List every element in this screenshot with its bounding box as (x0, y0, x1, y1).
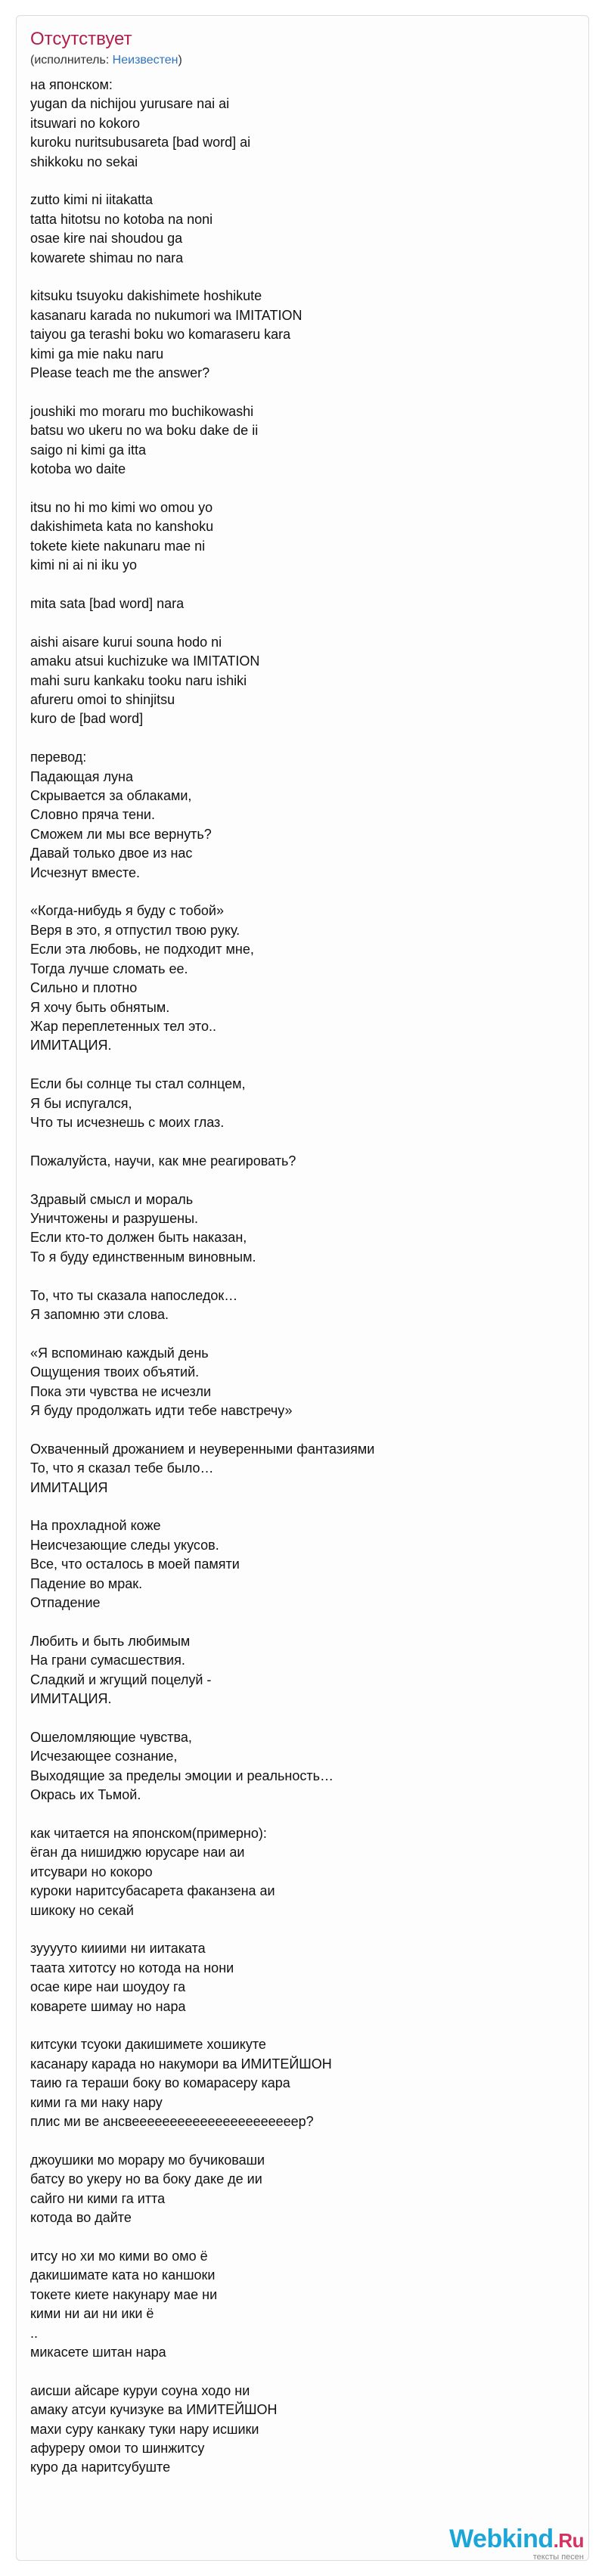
lyrics-text: на японском: yugan da nichijou yurusare nai ai itsuwari no kokoro kuroku nuritsubusareta [bad word] ai shikkoku no sekai zutto kimi ni iitakatta tatta hitotsu no kotoba na noni osae kire nai shoudou ga kowarete shimau no nara kitsuku tsuyoku dakishimete hoshikute kasanaru karada no nukumori wa IMITATION taiyou ga terashi boku wo komaraseru kara kimi ga mie naku naru Please teach me the answer? joushiki mo moraru mo buchikowashi batsu wo ukeru no wa boku dake de ii saigo ni kimi ga itta kotoba wo daite itsu no hi mo kimi wo omou yo dakishimeta kata no kanshoku tokete kiete nakunaru mae ni kimi ni ai ni iku yo mita sata [bad word] nara aishi aisare kurui souna hodo ni amaku atsui kuchizuke wa IMITATION mahi suru kankaku tooku naru ishiki afureru omoi to shinjitsu kuro de [bad word] перевод: Падающая луна Скрывается за облаками, Словно пряча тени. Сможем ли мы все вернуть? Давай только двое из нас Исчезнут вместе. «Когда-нибудь я буду с тобой» Веря в это, я отпустил твою руку. Если эта любовь, не подходит мне, Тогда лучше сломать ее. Сильно и плотно Я хочу быть обнятым. Жар переплетенных тел это.. ИМИТАЦИЯ. Если бы солнце ты стал солнцем, Я бы испугался, Что ты исчезнешь с моих глаз. Пожалуйста, научи, как мне реагировать? Здравый смысл и мораль Уничтожены и разрушены. Если кто-то должен быть наказан, То я буду единственным виновным. То, что ты сказала напоследок… Я запомню эти слова. «Я вспоминаю каждый день Ощущения твоих объятий. Пока эти чувства не исчезли Я буду продолжать идти тебе навстречу» Охваченный дрожанием и неуверенными фантазиями То, что я сказал тебе было… ИМИТАЦИЯ На прохладной коже Неисчезающие следы укусов. Все, что осталось в моей памяти Падение во мрак. Отпадение Любить и быть любимым На грани сумасшествия. Сладкий и жгущий поцелуй - ИМИТАЦИЯ. Ошеломляющие чувства, Исчезающее сознание, Выходящие за пределы эмоции и реальность… Окрась их Тьмой. как читается на японском(примерно): ёган да нишиджю юрусаре наи аи итсувари но кокоро куроки наритсубасарета факанзена аи шикоку но секай зууууто кииими ни иитаката таата хитотсу но котода на нони осае кире наи шоудоу га коварете шимау но нара китсуки тсуоки дакишимете хошикуте касанару карада но накумори ва ИМИТЕЙШОН таию га тераши боку во комарасеру кара кими га ми наку нару плис ми ве ансвеееееееееееееееееееееер? джоушики мо морару мо бучиковаши батсу во укеру но ва боку даке де ии сайго ни кими га итта котода во дайте итсу но хи мо кими во омо ё дакишимате ката но каншоки токете киете накунару мае ни кими ни аи ни ики ё .. микасете шитан нара аисши айсаре куруи соуна ходо ни амаку атсуи кучизуке ва ИМИТЕЙШОН махи сурy канкаку туки нару исшики афуреру омои то шинжитсу куро да наритсубуште (30, 77, 375, 2475)
logo-tagline: тексты песен (532, 2553, 584, 2562)
performer-line (30, 53, 182, 68)
logo-wordmark (449, 2526, 584, 2552)
performer-suffix: ) (178, 54, 182, 67)
performer-link[interactable]: Неизвестен (112, 54, 178, 67)
song-title: Отсутствует (30, 29, 132, 49)
performer-prefix: (исполнитель: (30, 54, 113, 67)
logo-tld: .Ru (553, 2529, 584, 2552)
logo-name: Webkind (449, 2525, 554, 2553)
site-logo[interactable] (449, 2526, 584, 2562)
